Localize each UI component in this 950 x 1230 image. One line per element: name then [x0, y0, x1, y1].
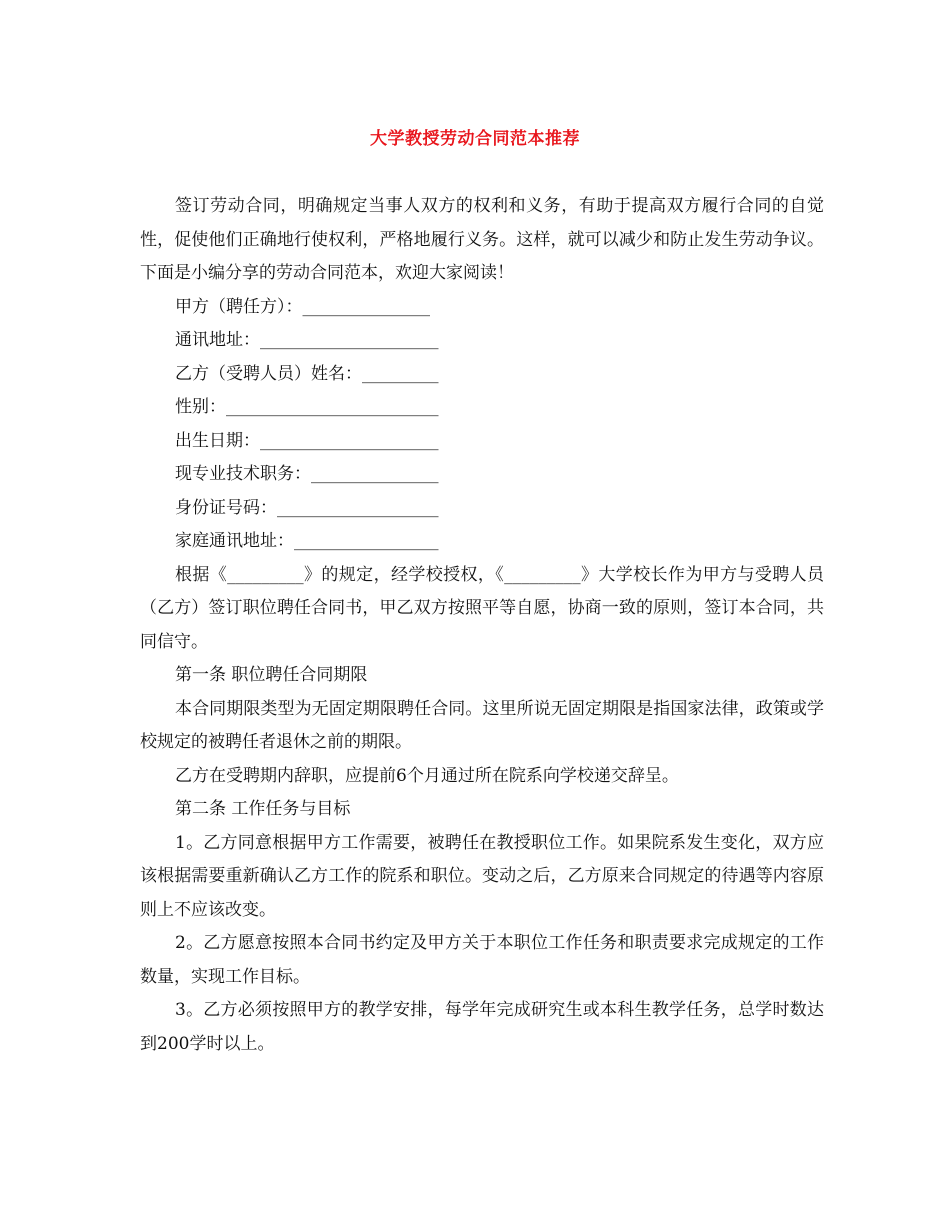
- basis-paragraph: 根据《_________》的规定，经学校授权，《_________》大学校长作为甲方与受聘人员（乙方）签订职位聘任合同书，甲乙双方按照平等自愿，协商一致的原则，签订本合同，共同信守。: [140, 564, 824, 652]
- field-address: 通讯地址：_____________________: [175, 330, 439, 350]
- article-2-heading: 第二条 工作任务与目标: [175, 799, 351, 819]
- document-body: [140, 190, 824, 1061]
- article-2-item-1: 1。乙方同意根据甲方工作需要，被聘任在教授职位工作。如果院系发生变化，双方应该根据需要重新确认乙方工作的院系和职位。变动之后，乙方原来合同规定的待遇等内容原则上不应该改变。: [140, 832, 824, 920]
- article-1-paragraph-1: 本合同期限类型为无固定期限聘任合同。这里所说无固定期限是指国家法律，政策或学校规定的被聘任者退休之前的期限。: [140, 698, 824, 752]
- article-2-item-3: 3。乙方必须按照甲方的教学安排，每学年完成研究生或本科生教学任务，总学时数达到200学时以上。: [140, 1000, 824, 1054]
- field-gender: 性别：_________________________: [175, 397, 439, 417]
- field-home-address: 家庭通讯地址：_________________: [175, 531, 439, 551]
- article-1-heading: 第一条 职位聘任合同期限: [175, 665, 368, 685]
- field-id-number: 身份证号码：___________________: [175, 497, 439, 518]
- field-birth-date: 出生日期：_____________________: [175, 430, 439, 451]
- intro-paragraph: 签订劳动合同，明确规定当事人双方的权利和义务，有助于提高双方履行合同的自觉性，促使他们正确地行使权利，严格地履行义务。这样，就可以减少和防止发生劳动争议。下面是小编分享的劳动合同范本，欢迎大家阅读！: [140, 196, 824, 283]
- field-professional-title: 现专业技术职务：_______________: [175, 464, 439, 484]
- field-party-b-name: 乙方（受聘人员）姓名：_________: [175, 363, 439, 384]
- article-1-paragraph-2: 乙方在受聘期内辞职，应提前6个月通过所在院系向学校递交辞呈。: [175, 765, 679, 786]
- document-title: 大学教授劳动合同范本推荐: [370, 129, 580, 149]
- article-2-item-2: 2。乙方愿意按照本合同书约定及甲方关于本职位工作任务和职责要求完成规定的工作数量，实现工作目标。: [140, 933, 824, 987]
- field-party-a: 甲方（聘任方）：_______________: [175, 296, 430, 317]
